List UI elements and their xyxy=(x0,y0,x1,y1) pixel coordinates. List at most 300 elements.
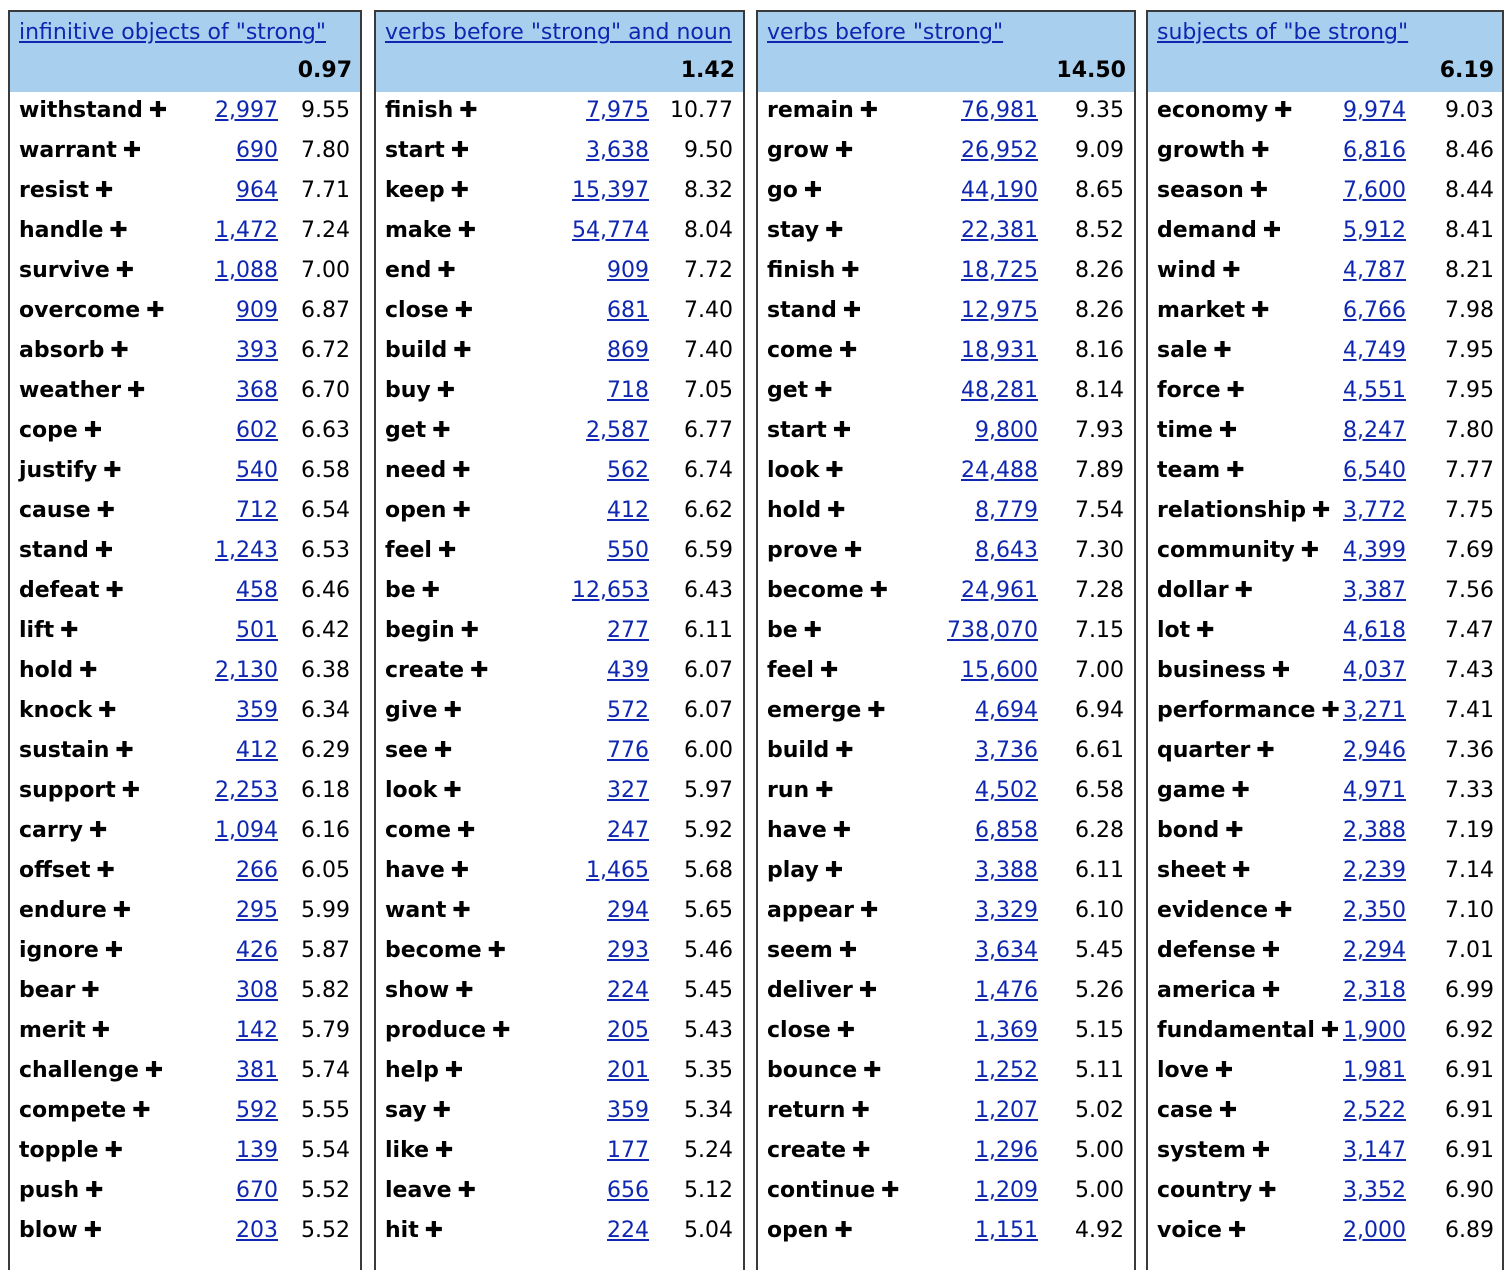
collocate-word[interactable] xyxy=(1157,658,1290,683)
collocate-word[interactable] xyxy=(1157,538,1319,563)
expand-plus-icon[interactable]: ✚ xyxy=(437,538,457,563)
frequency-link[interactable]: 1,981 xyxy=(1343,1058,1406,1083)
expand-plus-icon[interactable]: ✚ xyxy=(803,178,823,203)
frequency-link[interactable]: 15,600 xyxy=(961,658,1038,683)
expand-plus-icon[interactable]: ✚ xyxy=(109,218,128,243)
frequency-link[interactable]: 8,247 xyxy=(1343,418,1406,443)
collocate-word[interactable] xyxy=(19,578,124,603)
expand-plus-icon[interactable]: ✚ xyxy=(803,618,823,643)
collocate-word[interactable] xyxy=(767,618,822,643)
frequency-link[interactable]: 869 xyxy=(607,338,649,363)
frequency-link[interactable]: 1,252 xyxy=(975,1058,1038,1083)
expand-plus-icon[interactable]: ✚ xyxy=(103,458,122,483)
expand-plus-icon[interactable]: ✚ xyxy=(815,778,834,803)
frequency-link[interactable]: 2,350 xyxy=(1343,898,1406,923)
collocate-word[interactable] xyxy=(1157,938,1280,963)
expand-plus-icon[interactable]: ✚ xyxy=(1262,218,1282,243)
expand-plus-icon[interactable]: ✚ xyxy=(1261,938,1281,963)
collocate-word[interactable] xyxy=(767,1178,900,1203)
collocate-word[interactable] xyxy=(385,778,462,803)
frequency-link[interactable]: 6,540 xyxy=(1343,458,1406,483)
expand-plus-icon[interactable]: ✚ xyxy=(115,738,134,763)
collocate-word[interactable] xyxy=(1157,698,1340,723)
expand-plus-icon[interactable]: ✚ xyxy=(1225,818,1244,843)
expand-plus-icon[interactable]: ✚ xyxy=(863,1058,882,1083)
expand-plus-icon[interactable]: ✚ xyxy=(110,338,129,363)
expand-plus-icon[interactable]: ✚ xyxy=(443,778,462,803)
frequency-link[interactable]: 2,318 xyxy=(1343,978,1406,1003)
frequency-link[interactable]: 656 xyxy=(607,1178,649,1203)
frequency-link[interactable]: 203 xyxy=(236,1218,278,1243)
frequency-link[interactable]: 224 xyxy=(607,978,649,1003)
collocate-word[interactable] xyxy=(1157,978,1280,1003)
collocate-word[interactable] xyxy=(1157,218,1281,243)
expand-plus-icon[interactable]: ✚ xyxy=(824,858,844,883)
expand-plus-icon[interactable]: ✚ xyxy=(146,298,165,323)
expand-plus-icon[interactable]: ✚ xyxy=(1249,178,1269,203)
frequency-link[interactable]: 1,088 xyxy=(215,258,278,283)
expand-plus-icon[interactable]: ✚ xyxy=(132,1098,151,1123)
collocate-word[interactable] xyxy=(385,578,440,603)
collocate-word[interactable] xyxy=(385,1058,463,1083)
frequency-link[interactable]: 909 xyxy=(236,298,278,323)
collocate-word[interactable] xyxy=(19,178,113,203)
collocate-word[interactable] xyxy=(1157,898,1293,923)
collocate-word[interactable] xyxy=(767,898,878,923)
collocate-word[interactable] xyxy=(385,498,471,523)
expand-plus-icon[interactable]: ✚ xyxy=(835,138,854,163)
frequency-link[interactable]: 4,502 xyxy=(975,778,1038,803)
collocate-word[interactable] xyxy=(1157,1098,1237,1123)
frequency-link[interactable]: 139 xyxy=(236,1138,278,1163)
expand-plus-icon[interactable]: ✚ xyxy=(1218,1098,1238,1123)
frequency-link[interactable]: 9,974 xyxy=(1343,98,1406,123)
frequency-link[interactable]: 501 xyxy=(236,618,278,643)
frequency-link[interactable]: 12,653 xyxy=(572,578,649,603)
frequency-link[interactable]: 3,352 xyxy=(1343,1178,1406,1203)
expand-plus-icon[interactable]: ✚ xyxy=(455,978,474,1003)
expand-plus-icon[interactable]: ✚ xyxy=(95,178,114,203)
collocate-word[interactable] xyxy=(1157,1138,1270,1163)
frequency-link[interactable]: 4,749 xyxy=(1343,338,1406,363)
expand-plus-icon[interactable]: ✚ xyxy=(1234,578,1254,603)
expand-plus-icon[interactable]: ✚ xyxy=(115,258,135,283)
expand-plus-icon[interactable]: ✚ xyxy=(112,898,132,923)
expand-plus-icon[interactable]: ✚ xyxy=(1227,1218,1247,1243)
collocate-word[interactable] xyxy=(19,258,134,283)
panel-title-link[interactable]: verbs before "strong" xyxy=(767,20,1004,45)
collocate-word[interactable] xyxy=(385,858,469,883)
frequency-link[interactable]: 1,094 xyxy=(215,818,278,843)
frequency-link[interactable]: 909 xyxy=(607,258,649,283)
collocate-word[interactable] xyxy=(767,98,878,123)
collocate-word[interactable] xyxy=(19,218,128,243)
collocate-word[interactable] xyxy=(385,1018,511,1043)
collocate-word[interactable] xyxy=(385,818,475,843)
collocate-word[interactable] xyxy=(767,538,862,563)
expand-plus-icon[interactable]: ✚ xyxy=(858,978,878,1003)
collocate-word[interactable] xyxy=(385,1138,453,1163)
expand-plus-icon[interactable]: ✚ xyxy=(60,618,79,643)
frequency-link[interactable]: 224 xyxy=(607,1218,649,1243)
frequency-link[interactable]: 572 xyxy=(607,698,649,723)
collocate-word[interactable] xyxy=(1157,1018,1339,1043)
expand-plus-icon[interactable]: ✚ xyxy=(843,538,863,563)
frequency-link[interactable]: 540 xyxy=(236,458,278,483)
collocate-word[interactable] xyxy=(19,498,115,523)
expand-plus-icon[interactable]: ✚ xyxy=(814,378,833,403)
collocate-word[interactable] xyxy=(1157,378,1245,403)
collocate-word[interactable] xyxy=(19,898,131,923)
expand-plus-icon[interactable]: ✚ xyxy=(435,1138,454,1163)
frequency-link[interactable]: 266 xyxy=(236,858,278,883)
expand-plus-icon[interactable]: ✚ xyxy=(121,778,141,803)
collocate-word[interactable] xyxy=(767,1218,853,1243)
expand-plus-icon[interactable]: ✚ xyxy=(424,1218,444,1243)
frequency-link[interactable]: 7,975 xyxy=(586,98,649,123)
collocate-word[interactable] xyxy=(767,698,886,723)
frequency-link[interactable]: 1,296 xyxy=(975,1138,1038,1163)
collocate-word[interactable] xyxy=(767,458,844,483)
collocate-word[interactable] xyxy=(385,698,462,723)
collocate-word[interactable] xyxy=(19,978,100,1003)
collocate-word[interactable] xyxy=(767,818,851,843)
frequency-link[interactable]: 368 xyxy=(236,378,278,403)
expand-plus-icon[interactable]: ✚ xyxy=(838,938,858,963)
frequency-link[interactable]: 712 xyxy=(236,498,278,523)
collocate-word[interactable] xyxy=(19,618,79,643)
expand-plus-icon[interactable]: ✚ xyxy=(432,1098,452,1123)
expand-plus-icon[interactable]: ✚ xyxy=(457,818,476,843)
collocate-word[interactable] xyxy=(767,138,853,163)
expand-plus-icon[interactable]: ✚ xyxy=(450,138,470,163)
frequency-link[interactable]: 201 xyxy=(607,1058,649,1083)
frequency-link[interactable]: 1,465 xyxy=(586,858,649,883)
expand-plus-icon[interactable]: ✚ xyxy=(832,818,852,843)
frequency-link[interactable]: 8,643 xyxy=(975,538,1038,563)
expand-plus-icon[interactable]: ✚ xyxy=(1231,778,1250,803)
collocate-word[interactable] xyxy=(19,378,145,403)
collocate-word[interactable] xyxy=(1157,458,1245,483)
expand-plus-icon[interactable]: ✚ xyxy=(1256,738,1275,763)
frequency-link[interactable]: 3,772 xyxy=(1343,498,1406,523)
frequency-link[interactable]: 4,787 xyxy=(1343,258,1406,283)
collocate-word[interactable] xyxy=(1157,338,1232,363)
collocate-word[interactable] xyxy=(1157,258,1241,283)
collocate-word[interactable] xyxy=(19,1138,123,1163)
expand-plus-icon[interactable]: ✚ xyxy=(827,498,846,523)
expand-plus-icon[interactable]: ✚ xyxy=(492,1018,511,1043)
frequency-link[interactable]: 4,551 xyxy=(1343,378,1406,403)
frequency-link[interactable]: 412 xyxy=(607,498,649,523)
frequency-link[interactable]: 592 xyxy=(236,1098,278,1123)
collocate-word[interactable] xyxy=(767,218,844,243)
collocate-word[interactable] xyxy=(19,298,165,323)
frequency-link[interactable]: 26,952 xyxy=(961,138,1038,163)
panel-title-link[interactable]: subjects of "be strong" xyxy=(1157,20,1409,45)
collocate-word[interactable] xyxy=(767,778,834,803)
frequency-link[interactable]: 550 xyxy=(607,538,649,563)
expand-plus-icon[interactable]: ✚ xyxy=(867,698,886,723)
frequency-link[interactable]: 776 xyxy=(607,738,649,763)
collocate-word[interactable] xyxy=(767,1058,882,1083)
frequency-link[interactable]: 24,961 xyxy=(961,578,1038,603)
collocate-word[interactable] xyxy=(1157,298,1270,323)
expand-plus-icon[interactable]: ✚ xyxy=(81,978,100,1003)
collocate-word[interactable] xyxy=(19,98,167,123)
collocate-word[interactable] xyxy=(1157,1178,1277,1203)
frequency-link[interactable]: 277 xyxy=(607,618,649,643)
expand-plus-icon[interactable]: ✚ xyxy=(1213,338,1232,363)
frequency-link[interactable]: 2,522 xyxy=(1343,1098,1406,1123)
panel-title-link[interactable]: infinitive objects of "strong" xyxy=(19,20,326,45)
collocate-word[interactable] xyxy=(385,618,479,643)
collocate-word[interactable] xyxy=(385,98,478,123)
expand-plus-icon[interactable]: ✚ xyxy=(825,458,844,483)
expand-plus-icon[interactable]: ✚ xyxy=(104,1138,124,1163)
frequency-link[interactable]: 439 xyxy=(607,658,649,683)
expand-plus-icon[interactable]: ✚ xyxy=(835,738,854,763)
frequency-link[interactable]: 8,779 xyxy=(975,498,1038,523)
expand-plus-icon[interactable]: ✚ xyxy=(421,578,441,603)
collocate-word[interactable] xyxy=(767,378,833,403)
panel-title-link[interactable]: verbs before "strong" and noun xyxy=(385,20,732,45)
frequency-link[interactable]: 4,971 xyxy=(1343,778,1406,803)
frequency-link[interactable]: 142 xyxy=(236,1018,278,1043)
collocate-word[interactable] xyxy=(767,658,838,683)
frequency-link[interactable]: 308 xyxy=(236,978,278,1003)
expand-plus-icon[interactable]: ✚ xyxy=(83,418,103,443)
frequency-link[interactable]: 4,399 xyxy=(1343,538,1406,563)
expand-plus-icon[interactable]: ✚ xyxy=(881,1178,900,1203)
collocate-word[interactable] xyxy=(385,658,489,683)
expand-plus-icon[interactable]: ✚ xyxy=(1271,658,1291,683)
expand-plus-icon[interactable]: ✚ xyxy=(1226,458,1245,483)
frequency-link[interactable]: 2,946 xyxy=(1343,738,1406,763)
expand-plus-icon[interactable]: ✚ xyxy=(437,258,456,283)
frequency-link[interactable]: 964 xyxy=(236,178,278,203)
collocate-word[interactable] xyxy=(1157,178,1268,203)
collocate-word[interactable] xyxy=(19,1218,102,1243)
frequency-link[interactable]: 1,472 xyxy=(215,218,278,243)
collocate-word[interactable] xyxy=(385,418,451,443)
collocate-word[interactable] xyxy=(1157,418,1237,443)
collocate-word[interactable] xyxy=(385,338,472,363)
frequency-link[interactable]: 2,997 xyxy=(215,98,278,123)
expand-plus-icon[interactable]: ✚ xyxy=(852,1138,871,1163)
expand-plus-icon[interactable]: ✚ xyxy=(148,98,168,123)
collocate-word[interactable] xyxy=(1157,138,1270,163)
collocate-word[interactable] xyxy=(385,298,473,323)
frequency-link[interactable]: 22,381 xyxy=(961,218,1038,243)
frequency-link[interactable]: 7,600 xyxy=(1343,178,1406,203)
frequency-link[interactable]: 4,694 xyxy=(975,698,1038,723)
frequency-link[interactable]: 1,900 xyxy=(1343,1018,1406,1043)
collocate-word[interactable] xyxy=(19,858,115,883)
frequency-link[interactable]: 359 xyxy=(236,698,278,723)
collocate-word[interactable] xyxy=(767,578,888,603)
expand-plus-icon[interactable]: ✚ xyxy=(836,1018,856,1043)
expand-plus-icon[interactable]: ✚ xyxy=(432,418,451,443)
frequency-link[interactable]: 327 xyxy=(607,778,649,803)
frequency-link[interactable]: 562 xyxy=(607,458,649,483)
expand-plus-icon[interactable]: ✚ xyxy=(841,258,860,283)
expand-plus-icon[interactable]: ✚ xyxy=(819,658,839,683)
collocate-word[interactable] xyxy=(767,498,846,523)
frequency-link[interactable]: 18,725 xyxy=(961,258,1038,283)
frequency-link[interactable]: 2,239 xyxy=(1343,858,1406,883)
frequency-link[interactable]: 1,369 xyxy=(975,1018,1038,1043)
collocate-word[interactable] xyxy=(19,1058,163,1083)
frequency-link[interactable]: 458 xyxy=(236,578,278,603)
expand-plus-icon[interactable]: ✚ xyxy=(452,458,471,483)
expand-plus-icon[interactable]: ✚ xyxy=(859,898,879,923)
collocate-word[interactable] xyxy=(767,1018,855,1043)
collocate-word[interactable] xyxy=(19,1098,151,1123)
expand-plus-icon[interactable]: ✚ xyxy=(1226,378,1245,403)
collocate-word[interactable] xyxy=(19,138,141,163)
frequency-link[interactable]: 6,766 xyxy=(1343,298,1406,323)
frequency-link[interactable]: 3,388 xyxy=(975,858,1038,883)
frequency-link[interactable]: 295 xyxy=(236,898,278,923)
collocate-word[interactable] xyxy=(385,458,471,483)
frequency-link[interactable]: 18,931 xyxy=(961,338,1038,363)
expand-plus-icon[interactable]: ✚ xyxy=(94,538,114,563)
collocate-word[interactable] xyxy=(767,178,822,203)
expand-plus-icon[interactable]: ✚ xyxy=(825,218,844,243)
frequency-link[interactable]: 393 xyxy=(236,338,278,363)
collocate-word[interactable] xyxy=(767,978,877,1003)
collocate-word[interactable] xyxy=(1157,578,1253,603)
frequency-link[interactable]: 12,975 xyxy=(961,298,1038,323)
expand-plus-icon[interactable]: ✚ xyxy=(1261,978,1281,1003)
frequency-link[interactable]: 670 xyxy=(236,1178,278,1203)
expand-plus-icon[interactable]: ✚ xyxy=(1320,1018,1340,1043)
expand-plus-icon[interactable]: ✚ xyxy=(1232,858,1251,883)
collocate-word[interactable] xyxy=(19,738,134,763)
frequency-link[interactable]: 738,070 xyxy=(947,618,1038,643)
expand-plus-icon[interactable]: ✚ xyxy=(436,378,456,403)
expand-plus-icon[interactable]: ✚ xyxy=(453,338,472,363)
collocate-word[interactable] xyxy=(767,298,861,323)
collocate-word[interactable] xyxy=(767,938,857,963)
frequency-link[interactable]: 2,130 xyxy=(215,658,278,683)
collocate-word[interactable] xyxy=(1157,1058,1233,1083)
collocate-word[interactable] xyxy=(1157,498,1330,523)
frequency-link[interactable]: 426 xyxy=(236,938,278,963)
collocate-word[interactable] xyxy=(767,858,843,883)
frequency-link[interactable]: 205 xyxy=(607,1018,649,1043)
collocate-word[interactable] xyxy=(1157,98,1293,123)
expand-plus-icon[interactable]: ✚ xyxy=(470,658,489,683)
expand-plus-icon[interactable]: ✚ xyxy=(433,738,453,763)
collocate-word[interactable] xyxy=(19,538,113,563)
frequency-link[interactable]: 2,587 xyxy=(586,418,649,443)
frequency-link[interactable]: 293 xyxy=(607,938,649,963)
collocate-word[interactable] xyxy=(767,738,854,763)
collocate-word[interactable] xyxy=(385,1218,443,1243)
frequency-link[interactable]: 3,638 xyxy=(586,138,649,163)
collocate-word[interactable] xyxy=(1157,778,1250,803)
frequency-link[interactable]: 2,253 xyxy=(215,778,278,803)
collocate-word[interactable] xyxy=(385,1098,451,1123)
collocate-word[interactable] xyxy=(385,178,469,203)
expand-plus-icon[interactable]: ✚ xyxy=(450,178,470,203)
collocate-word[interactable] xyxy=(19,698,117,723)
frequency-link[interactable]: 2,000 xyxy=(1343,1218,1406,1243)
expand-plus-icon[interactable]: ✚ xyxy=(452,898,471,923)
expand-plus-icon[interactable]: ✚ xyxy=(834,1218,853,1243)
frequency-link[interactable]: 177 xyxy=(607,1138,649,1163)
expand-plus-icon[interactable]: ✚ xyxy=(144,1058,164,1083)
frequency-link[interactable]: 690 xyxy=(236,138,278,163)
expand-plus-icon[interactable]: ✚ xyxy=(85,1178,104,1203)
collocate-word[interactable] xyxy=(19,938,123,963)
expand-plus-icon[interactable]: ✚ xyxy=(839,338,858,363)
collocate-word[interactable] xyxy=(767,258,860,283)
expand-plus-icon[interactable]: ✚ xyxy=(450,858,470,883)
frequency-link[interactable]: 1,209 xyxy=(975,1178,1038,1203)
expand-plus-icon[interactable]: ✚ xyxy=(96,498,116,523)
collocate-word[interactable] xyxy=(385,738,452,763)
collocate-word[interactable] xyxy=(1157,1218,1246,1243)
expand-plus-icon[interactable]: ✚ xyxy=(842,298,862,323)
collocate-word[interactable] xyxy=(1157,738,1275,763)
collocate-word[interactable] xyxy=(385,138,469,163)
expand-plus-icon[interactable]: ✚ xyxy=(1274,98,1293,123)
collocate-word[interactable] xyxy=(1157,858,1251,883)
collocate-word[interactable] xyxy=(385,898,471,923)
frequency-link[interactable]: 15,397 xyxy=(572,178,649,203)
frequency-link[interactable]: 76,981 xyxy=(961,98,1038,123)
collocate-word[interactable] xyxy=(19,658,98,683)
frequency-link[interactable]: 247 xyxy=(607,818,649,843)
expand-plus-icon[interactable]: ✚ xyxy=(88,818,108,843)
expand-plus-icon[interactable]: ✚ xyxy=(105,578,124,603)
expand-plus-icon[interactable]: ✚ xyxy=(1196,618,1215,643)
frequency-link[interactable]: 6,816 xyxy=(1343,138,1406,163)
expand-plus-icon[interactable]: ✚ xyxy=(1214,1058,1234,1083)
frequency-link[interactable]: 1,243 xyxy=(215,538,278,563)
expand-plus-icon[interactable]: ✚ xyxy=(459,98,478,123)
collocate-word[interactable] xyxy=(19,338,129,363)
expand-plus-icon[interactable]: ✚ xyxy=(1274,898,1293,923)
expand-plus-icon[interactable]: ✚ xyxy=(460,618,480,643)
expand-plus-icon[interactable]: ✚ xyxy=(452,498,471,523)
frequency-link[interactable]: 718 xyxy=(607,378,649,403)
frequency-link[interactable]: 2,294 xyxy=(1343,938,1406,963)
collocate-word[interactable] xyxy=(385,378,455,403)
expand-plus-icon[interactable]: ✚ xyxy=(83,1218,103,1243)
expand-plus-icon[interactable]: ✚ xyxy=(122,138,142,163)
expand-plus-icon[interactable]: ✚ xyxy=(91,1018,111,1043)
collocate-word[interactable] xyxy=(1157,618,1215,643)
collocate-word[interactable] xyxy=(767,418,851,443)
frequency-link[interactable]: 24,488 xyxy=(961,458,1038,483)
expand-plus-icon[interactable]: ✚ xyxy=(1300,538,1320,563)
expand-plus-icon[interactable]: ✚ xyxy=(487,938,507,963)
expand-plus-icon[interactable]: ✚ xyxy=(1312,498,1331,523)
collocate-word[interactable] xyxy=(767,338,857,363)
expand-plus-icon[interactable]: ✚ xyxy=(1251,298,1270,323)
collocate-word[interactable] xyxy=(385,1178,476,1203)
frequency-link[interactable]: 294 xyxy=(607,898,649,923)
frequency-link[interactable]: 48,281 xyxy=(961,378,1038,403)
collocate-word[interactable] xyxy=(19,1178,104,1203)
frequency-link[interactable]: 3,147 xyxy=(1343,1138,1406,1163)
expand-plus-icon[interactable]: ✚ xyxy=(443,698,462,723)
expand-plus-icon[interactable]: ✚ xyxy=(104,938,124,963)
